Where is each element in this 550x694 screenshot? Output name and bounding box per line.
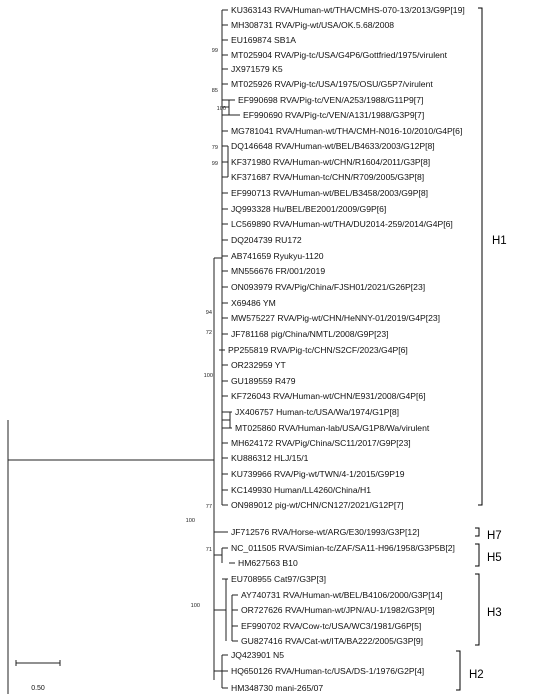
leaf-label: JQ423901 N5 — [231, 650, 285, 660]
clade-bracket — [475, 544, 479, 566]
bootstrap-value: 100 — [216, 106, 226, 112]
leaf-label: MW575227 RVA/Pig-wt/CHN/HeNNY-01/2019/G4P[23] — [231, 313, 441, 323]
leaf-label: PP255819 RVA/Pig-tc/CHN/S2CF/2023/G4P[6] — [228, 345, 408, 355]
leaf-label: KU739966 RVA/Pig-wt/TWN/4-1/2015/G9P19 — [231, 469, 405, 479]
leaf-label: NC_011505 RVA/Simian-tc/ZAF/SA11-H96/1958/G3P5B[2] — [231, 543, 455, 553]
bootstrap-value: 79 — [211, 145, 218, 151]
bootstrap-value: 72 — [205, 330, 212, 336]
leaf-label: AB741659 Ryukyu-1120 — [231, 251, 324, 261]
bootstrap-value: 71 — [205, 547, 212, 553]
leaf-label: EF990690 RVA/Pig-tc/VEN/A131/1988/G3P9[7] — [243, 110, 425, 120]
bootstrap-value: 100 — [185, 518, 195, 524]
leaf-label: DQ204739 RU172 — [231, 235, 302, 245]
clade-bracket — [475, 574, 479, 645]
clade-label: H1 — [492, 235, 507, 247]
leaf-label: MG781041 RVA/Human-wt/THA/CMH-N016-10/2010/G4P[6] — [231, 126, 463, 136]
leaf-label: MH624172 RVA/Pig/China/SC11/2017/G9P[23] — [231, 438, 411, 448]
bootstrap-value: 99 — [211, 161, 218, 167]
leaf-label: KU363143 RVA/Human-wt/THA/CMHS-070-13/2013/G9P[19] — [231, 5, 465, 15]
leaf-label: KF726043 RVA/Human-wt/CHN/E931/2008/G4P[6] — [231, 391, 426, 401]
bootstrap-value: 99 — [211, 48, 218, 54]
leaf-label: X69486 YM — [231, 298, 276, 308]
leaf-label: GU189559 R479 — [231, 376, 296, 386]
clade-label: H2 — [469, 669, 484, 681]
leaf-label: JX971579 K5 — [231, 64, 283, 74]
leaf-label: EU169874 SB1A — [231, 35, 296, 45]
leaf-label: LC569890 RVA/Human-wt/THA/DU2014-259/2014/G4P[6] — [231, 219, 453, 229]
leaf-label: HM348730 mani-265/07 — [231, 683, 324, 693]
scale-bar — [16, 660, 60, 692]
leaf-label: HM627563 B10 — [238, 558, 298, 568]
leaf-label: ON093979 RVA/Pig/China/FJSH01/2021/G26P[23] — [231, 282, 426, 292]
leaf-label: KC149930 Human/LL4260/China/H1 — [231, 485, 371, 495]
leaf-label: OR232959 YT — [231, 360, 286, 370]
leaf-label: AY740731 RVA/Human-wt/BEL/B4106/2000/G3P[14] — [241, 590, 443, 600]
tree-branches — [8, 10, 240, 694]
leaf-label: GU827416 RVA/Cat-wt/ITA/BA222/2005/G3P[9] — [241, 636, 423, 646]
leaf-label: JF781168 pig/China/NMTL/2008/G9P[23] — [231, 329, 389, 339]
leaf-label: EF990702 RVA/Cow-tc/USA/WC3/1981/G6P[5] — [241, 621, 422, 631]
bootstrap-value: 100 — [190, 603, 200, 609]
bootstrap-value: 94 — [205, 310, 212, 316]
leaf-label: EU708955 Cat97/G3P[3] — [231, 574, 327, 584]
leaf-label: MH308731 RVA/Pig-wt/USA/OK.5.68/2008 — [231, 20, 395, 30]
bootstrap-value: 100 — [203, 373, 213, 379]
leaf-label: KF371980 RVA/Human-wt/CHN/R1604/2011/G3P[8] — [231, 157, 431, 167]
clade-bracket — [456, 651, 460, 690]
leaf-label: MT025926 RVA/Pig-tc/USA/1975/OSU/G5P7/virulent — [231, 79, 433, 89]
scale-bar-label: 0.50 — [31, 685, 45, 692]
leaf-label: KF371687 RVA/Human-tc/CHN/R709/2005/G3P[8] — [231, 172, 425, 182]
clade-bracket — [478, 8, 482, 505]
bootstrap-value: 77 — [205, 504, 212, 510]
leaf-label: JX406757 Human-tc/USA/Wa/1974/G1P[8] — [235, 407, 400, 417]
clade-label: H7 — [487, 530, 502, 542]
leaf-label: EF990713 RVA/Human-wt/BEL/B3458/2003/G9P[8] — [231, 188, 428, 198]
leaf-label: HQ650126 RVA/Human-tc/USA/DS-1/1976/G2P[4] — [231, 666, 425, 676]
leaf-label: MT025860 RVA/Human-lab/USA/G1P8/Wa/virulent — [235, 423, 430, 433]
leaf-label: EF990698 RVA/Pig-tc/VEN/A253/1988/G11P9[7] — [238, 95, 424, 105]
clade-label: H5 — [487, 552, 502, 564]
leaf-label: DQ146648 RVA/Human-wt/BEL/B4633/2003/G12P[8] — [231, 141, 435, 151]
leaf-label: ON989012 pig-wt/CHN/CN127/2021/G12P[7] — [231, 500, 404, 510]
leaf-label: KU886312 HLJ/15/1 — [231, 453, 309, 463]
clade-bracket — [475, 528, 479, 536]
bootstrap-value: 85 — [211, 88, 218, 94]
leaf-label: MN556676 FR/001/2019 — [231, 266, 326, 276]
leaf-label: JF712576 RVA/Horse-wt/ARG/E30/1993/G3P[12] — [231, 527, 420, 537]
leaf-label: MT025904 RVA/Pig-tc/USA/G4P6/Gottfried/1975/virulent — [231, 50, 448, 60]
clade-label: H3 — [487, 607, 502, 619]
leaf-label: JQ993328 Hu/BEL/BE2001/2009/G9P[6] — [231, 204, 387, 214]
leaf-label: OR727626 RVA/Human-wt/JPN/AU-1/1982/G3P[9] — [241, 605, 435, 615]
bootstrap-values — [186, 48, 226, 609]
